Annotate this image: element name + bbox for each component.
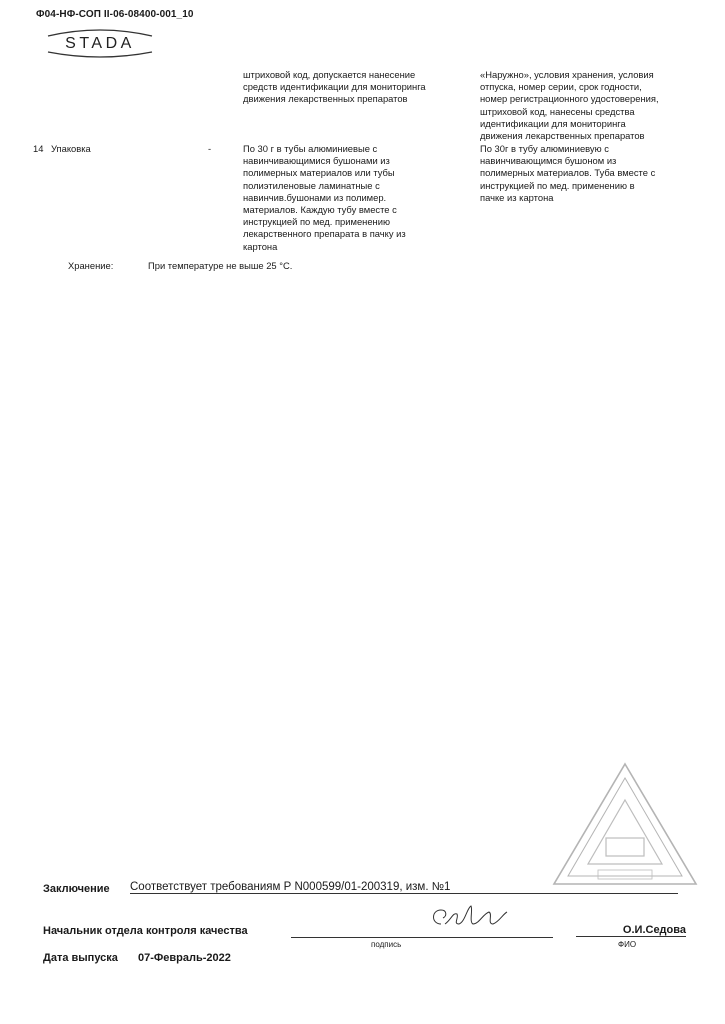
text-line: навинчивающимся бушоном из bbox=[480, 155, 617, 167]
text-line: инструкцией по мед. применению в bbox=[480, 179, 635, 191]
text-line: полиэтиленовые ламинатные с bbox=[243, 179, 380, 191]
head-label: Начальник отдела контроля качества bbox=[43, 925, 248, 937]
name-caption: ФИО bbox=[618, 940, 637, 949]
row-number: 14 bbox=[33, 143, 44, 154]
text-line: пачке из картона bbox=[480, 191, 554, 203]
text-line: навинчив.бушонами из полимер. bbox=[243, 191, 387, 203]
signature-line bbox=[291, 924, 553, 938]
text-line: инструкцией по мед. применению bbox=[243, 216, 391, 228]
text-line: картона bbox=[243, 240, 278, 252]
signer-name: О.И.Седова bbox=[576, 924, 686, 937]
text-line: полимерных материалов. Туба вместе с bbox=[480, 167, 656, 179]
text-line: По 30г в тубу алюминиевую с bbox=[480, 143, 609, 154]
stada-logo bbox=[40, 26, 160, 60]
logo-text: STADA bbox=[65, 35, 135, 52]
row-dash: - bbox=[208, 143, 212, 154]
text-line: полимерных материалов или тубы bbox=[243, 167, 395, 179]
text-line: лекарственного препарата в пачку из bbox=[243, 228, 406, 240]
text-line: средств идентификации для мониторинга bbox=[243, 81, 426, 93]
conclusion-text: Соответствует требованиям Р N000599/01-200319, изм. №1 bbox=[130, 881, 678, 894]
packaging-right-cell bbox=[480, 143, 695, 204]
document-code: Ф04-НФ-СОП II-06-08400-001_10 bbox=[36, 9, 194, 20]
continuation-left-cell bbox=[243, 69, 458, 106]
text-line: штриховой код, допускается нанесение bbox=[243, 69, 416, 80]
signature-caption: подпись bbox=[371, 940, 402, 949]
text-line: материалов. Каждую тубу вместе с bbox=[243, 204, 397, 216]
storage-text: При температуре не выше 25 °С. bbox=[148, 260, 293, 271]
handwritten-signature-icon bbox=[427, 902, 517, 938]
text-line: «Наружно», условия хранения, условия bbox=[480, 69, 654, 80]
storage-label: Хранение: bbox=[68, 260, 114, 271]
row-name: Упаковка bbox=[51, 143, 91, 154]
conclusion-label: Заключение bbox=[43, 883, 110, 895]
text-line: идентификации для мониторинга bbox=[480, 117, 626, 129]
release-date: 07-Февраль-2022 bbox=[138, 952, 231, 964]
continuation-right-cell bbox=[480, 69, 695, 142]
packaging-left-cell bbox=[243, 143, 458, 253]
text-line: номер регистрационного удостоверения, bbox=[480, 93, 659, 105]
release-label: Дата выпуска bbox=[43, 952, 118, 964]
text-line: По 30 г в тубы алюминиевые с bbox=[243, 143, 378, 154]
text-line: штриховой код, нанесены средства bbox=[480, 105, 635, 117]
company-stamp-icon bbox=[550, 760, 700, 890]
text-line: движения лекарственных препаратов bbox=[243, 93, 408, 105]
text-line: отпуска, номер серии, срок годности, bbox=[480, 81, 642, 93]
text-line: движения лекарственных препаратов bbox=[480, 130, 645, 142]
text-line: навинчивающимися бушонами из bbox=[243, 155, 390, 167]
